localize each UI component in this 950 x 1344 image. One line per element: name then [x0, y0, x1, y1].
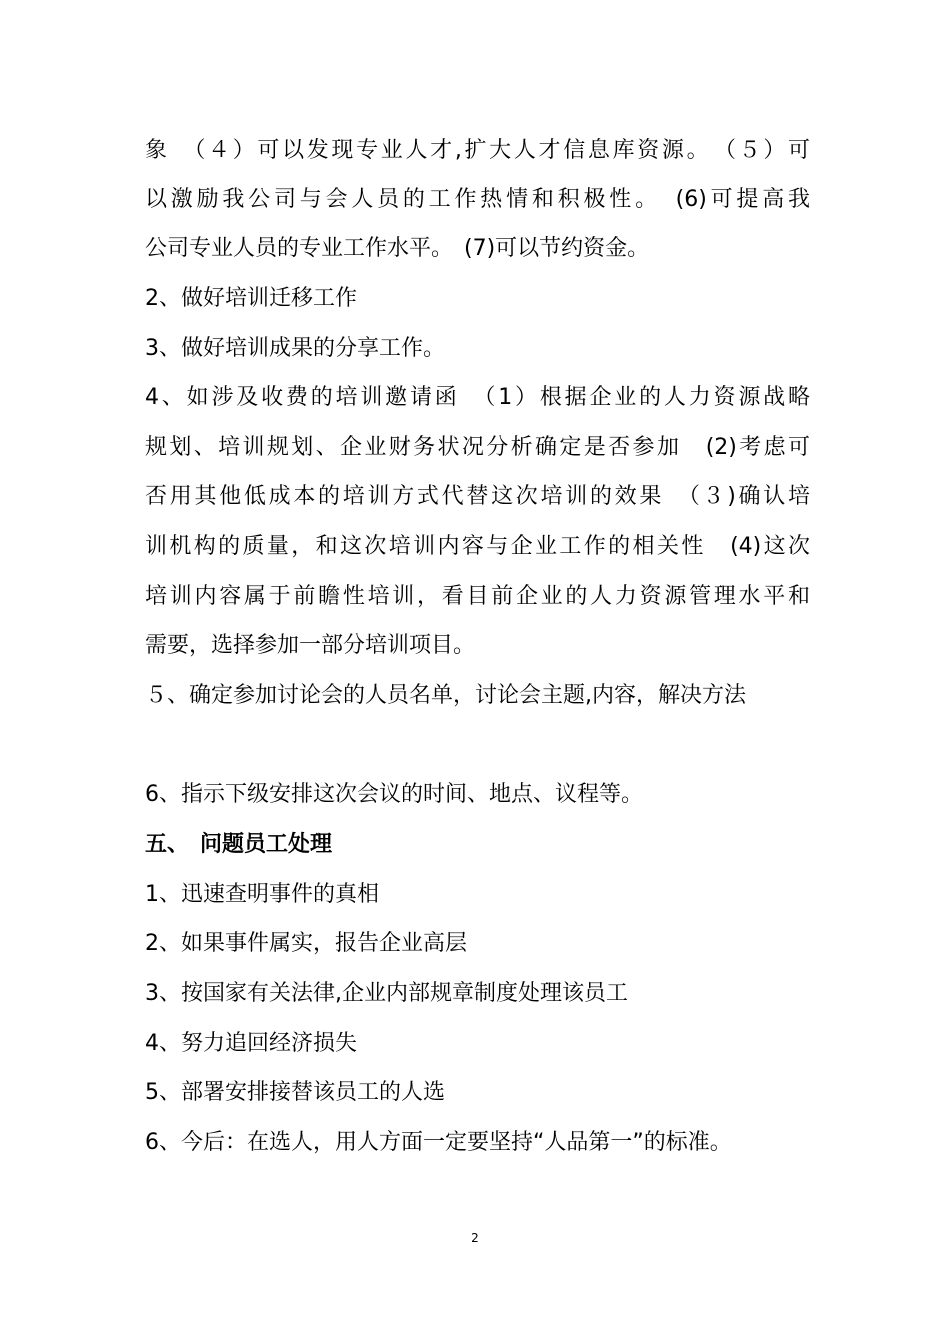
list-item: 2、做好培训迁移工作 [145, 286, 357, 311]
list-item: ５、确定参加讨论会的人员名单，讨论会主题,内容，解决方法 [145, 683, 746, 708]
list-item: 6、指示下级安排这次会议的时间、地点、议程等。 [145, 782, 643, 807]
list-item: 5、部署安排接替该员工的人选 [145, 1080, 445, 1105]
page-number: 2 [471, 1231, 479, 1245]
paragraph-line: 规划、培训规划、企业财务状况分析确定是否参加 (2)考虑可 [145, 435, 810, 460]
paragraph-line: 训机构的质量，和这次培训内容与企业工作的相关性 (4)这次 [145, 534, 810, 559]
list-item: 3、按国家有关法律,企业内部规章制度处理该员工 [145, 981, 628, 1006]
paragraph-line: 否用其他低成本的培训方式代替这次培训的效果 （３)确认培 [145, 484, 810, 509]
section-heading: 五、 问题员工处理 [145, 832, 333, 857]
list-item: 3、做好培训成果的分享工作。 [145, 336, 445, 361]
paragraph-line: 以激励我公司与会人员的工作热情和积极性。 (6)可提高我 [145, 187, 810, 212]
list-item: 4、努力追回经济损失 [145, 1031, 357, 1056]
list-item: 1、迅速查明事件的真相 [145, 882, 379, 907]
list-item: 6、今后：在选人，用人方面一定要坚持“人品第一”的标准。 [145, 1130, 732, 1155]
list-item: 4、如涉及收费的培训邀请函 （1）根据企业的人力资源战略 [145, 385, 810, 410]
paragraph-line: 公司专业人员的专业工作水平。 (7)可以节约资金。 [145, 236, 650, 261]
paragraph-line: 象 （４）可以发现专业人才,扩大人才信息库资源。 （５）可 [145, 138, 810, 163]
list-item: 2、如果事件属实，报告企业高层 [145, 931, 467, 956]
paragraph-line: 需要，选择参加一部分培训项目。 [145, 633, 476, 658]
paragraph-line: 培训内容属于前瞻性培训，看目前企业的人力资源管理水平和 [145, 584, 810, 609]
